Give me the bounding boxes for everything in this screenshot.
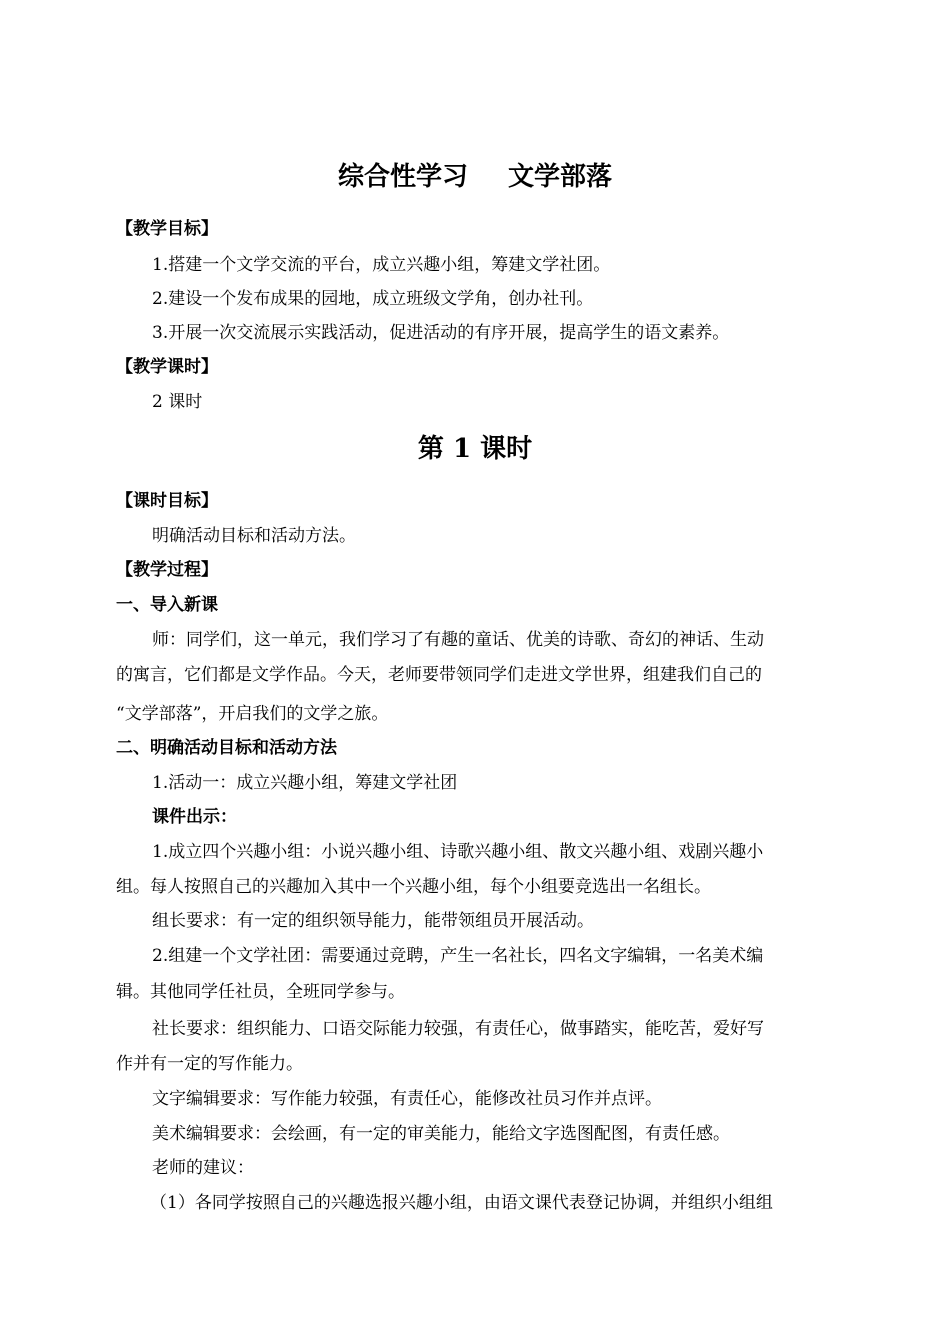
- teacher-suggestion-label: 老师的建议：: [152, 1158, 254, 1178]
- goal-item-3: 3.开展一次交流展示实践活动，促进活动的有序开展，提高学生的语文素养。: [152, 323, 730, 343]
- section-heading-class-hours: 【教学课时】: [116, 357, 218, 377]
- title-part-2: 文学部落: [508, 162, 613, 192]
- document-title: [0, 160, 950, 194]
- president-requirement-line-1: 社长要求：组织能力、口语交际能力较强，有责任心，做事踏实，能吃苦，爱好写: [152, 1019, 764, 1039]
- class-hours-value: 2 课时: [152, 392, 203, 412]
- text-editor-requirement: 文字编辑要求：写作能力较强，有责任心，能修改社员习作并点评。: [152, 1089, 662, 1109]
- groups-paragraph-line-2: 组。每人按照自己的兴趣加入其中一个兴趣小组，每个小组要竞选出一名组长。: [116, 877, 711, 897]
- section-heading-teaching-goals: 【教学目标】: [116, 219, 218, 239]
- intro-paragraph-line-2: 的寓言，它们都是文学作品。今天，老师要带领同学们走进文学世界，组建我们自己的: [116, 665, 762, 685]
- part-1-heading: 一、导入新课: [116, 595, 218, 615]
- intro-paragraph-line-1: 师：同学们，这一单元，我们学习了有趣的童话、优美的诗歌、奇幻的神话、生动: [152, 630, 764, 650]
- section-heading-process: 【教学过程】: [116, 560, 218, 580]
- title-part-1: 综合性学习: [337, 162, 468, 192]
- section-heading-lesson-goal: 【课时目标】: [116, 491, 218, 511]
- intro-paragraph-line-3: “文学部落”，开启我们的文学之旅。: [116, 704, 389, 724]
- activity-1: 1.活动一：成立兴趣小组，筹建文学社团: [152, 773, 458, 793]
- art-editor-requirement: 美术编辑要求：会绘画，有一定的审美能力，能给文字选图配图，有责任感。: [152, 1124, 730, 1144]
- president-requirement-line-2: 作并有一定的写作能力。: [116, 1054, 303, 1074]
- club-paragraph-line-2: 辑。其他同学任社员，全班同学参与。: [116, 982, 405, 1002]
- courseware-label: 课件出示：: [152, 807, 237, 827]
- lesson-title: 第 1 课时: [417, 434, 533, 464]
- club-paragraph-line-1: 2.组建一个文学社团：需要通过竞聘，产生一名社长，四名文字编辑，一名美术编: [152, 946, 764, 966]
- part-2-heading: 二、明确活动目标和活动方法: [116, 738, 337, 758]
- groups-paragraph-line-1: 1.成立四个兴趣小组：小说兴趣小组、诗歌兴趣小组、散文兴趣小组、戏剧兴趣小: [152, 842, 764, 862]
- goal-item-1: 1.搭建一个文学交流的平台，成立兴趣小组，筹建文学社团。: [152, 255, 611, 275]
- lesson-goal-text: 明确活动目标和活动方法。: [152, 526, 356, 546]
- leader-requirement: 组长要求：有一定的组织领导能力，能带领组员开展活动。: [152, 911, 594, 931]
- goal-item-2: 2.建设一个发布成果的园地，成立班级文学角，创办社刊。: [152, 289, 594, 309]
- suggestion-item-1: （1）各同学按照自己的兴趣选报兴趣小组，由语文课代表登记协调，并组织小组组: [150, 1193, 773, 1213]
